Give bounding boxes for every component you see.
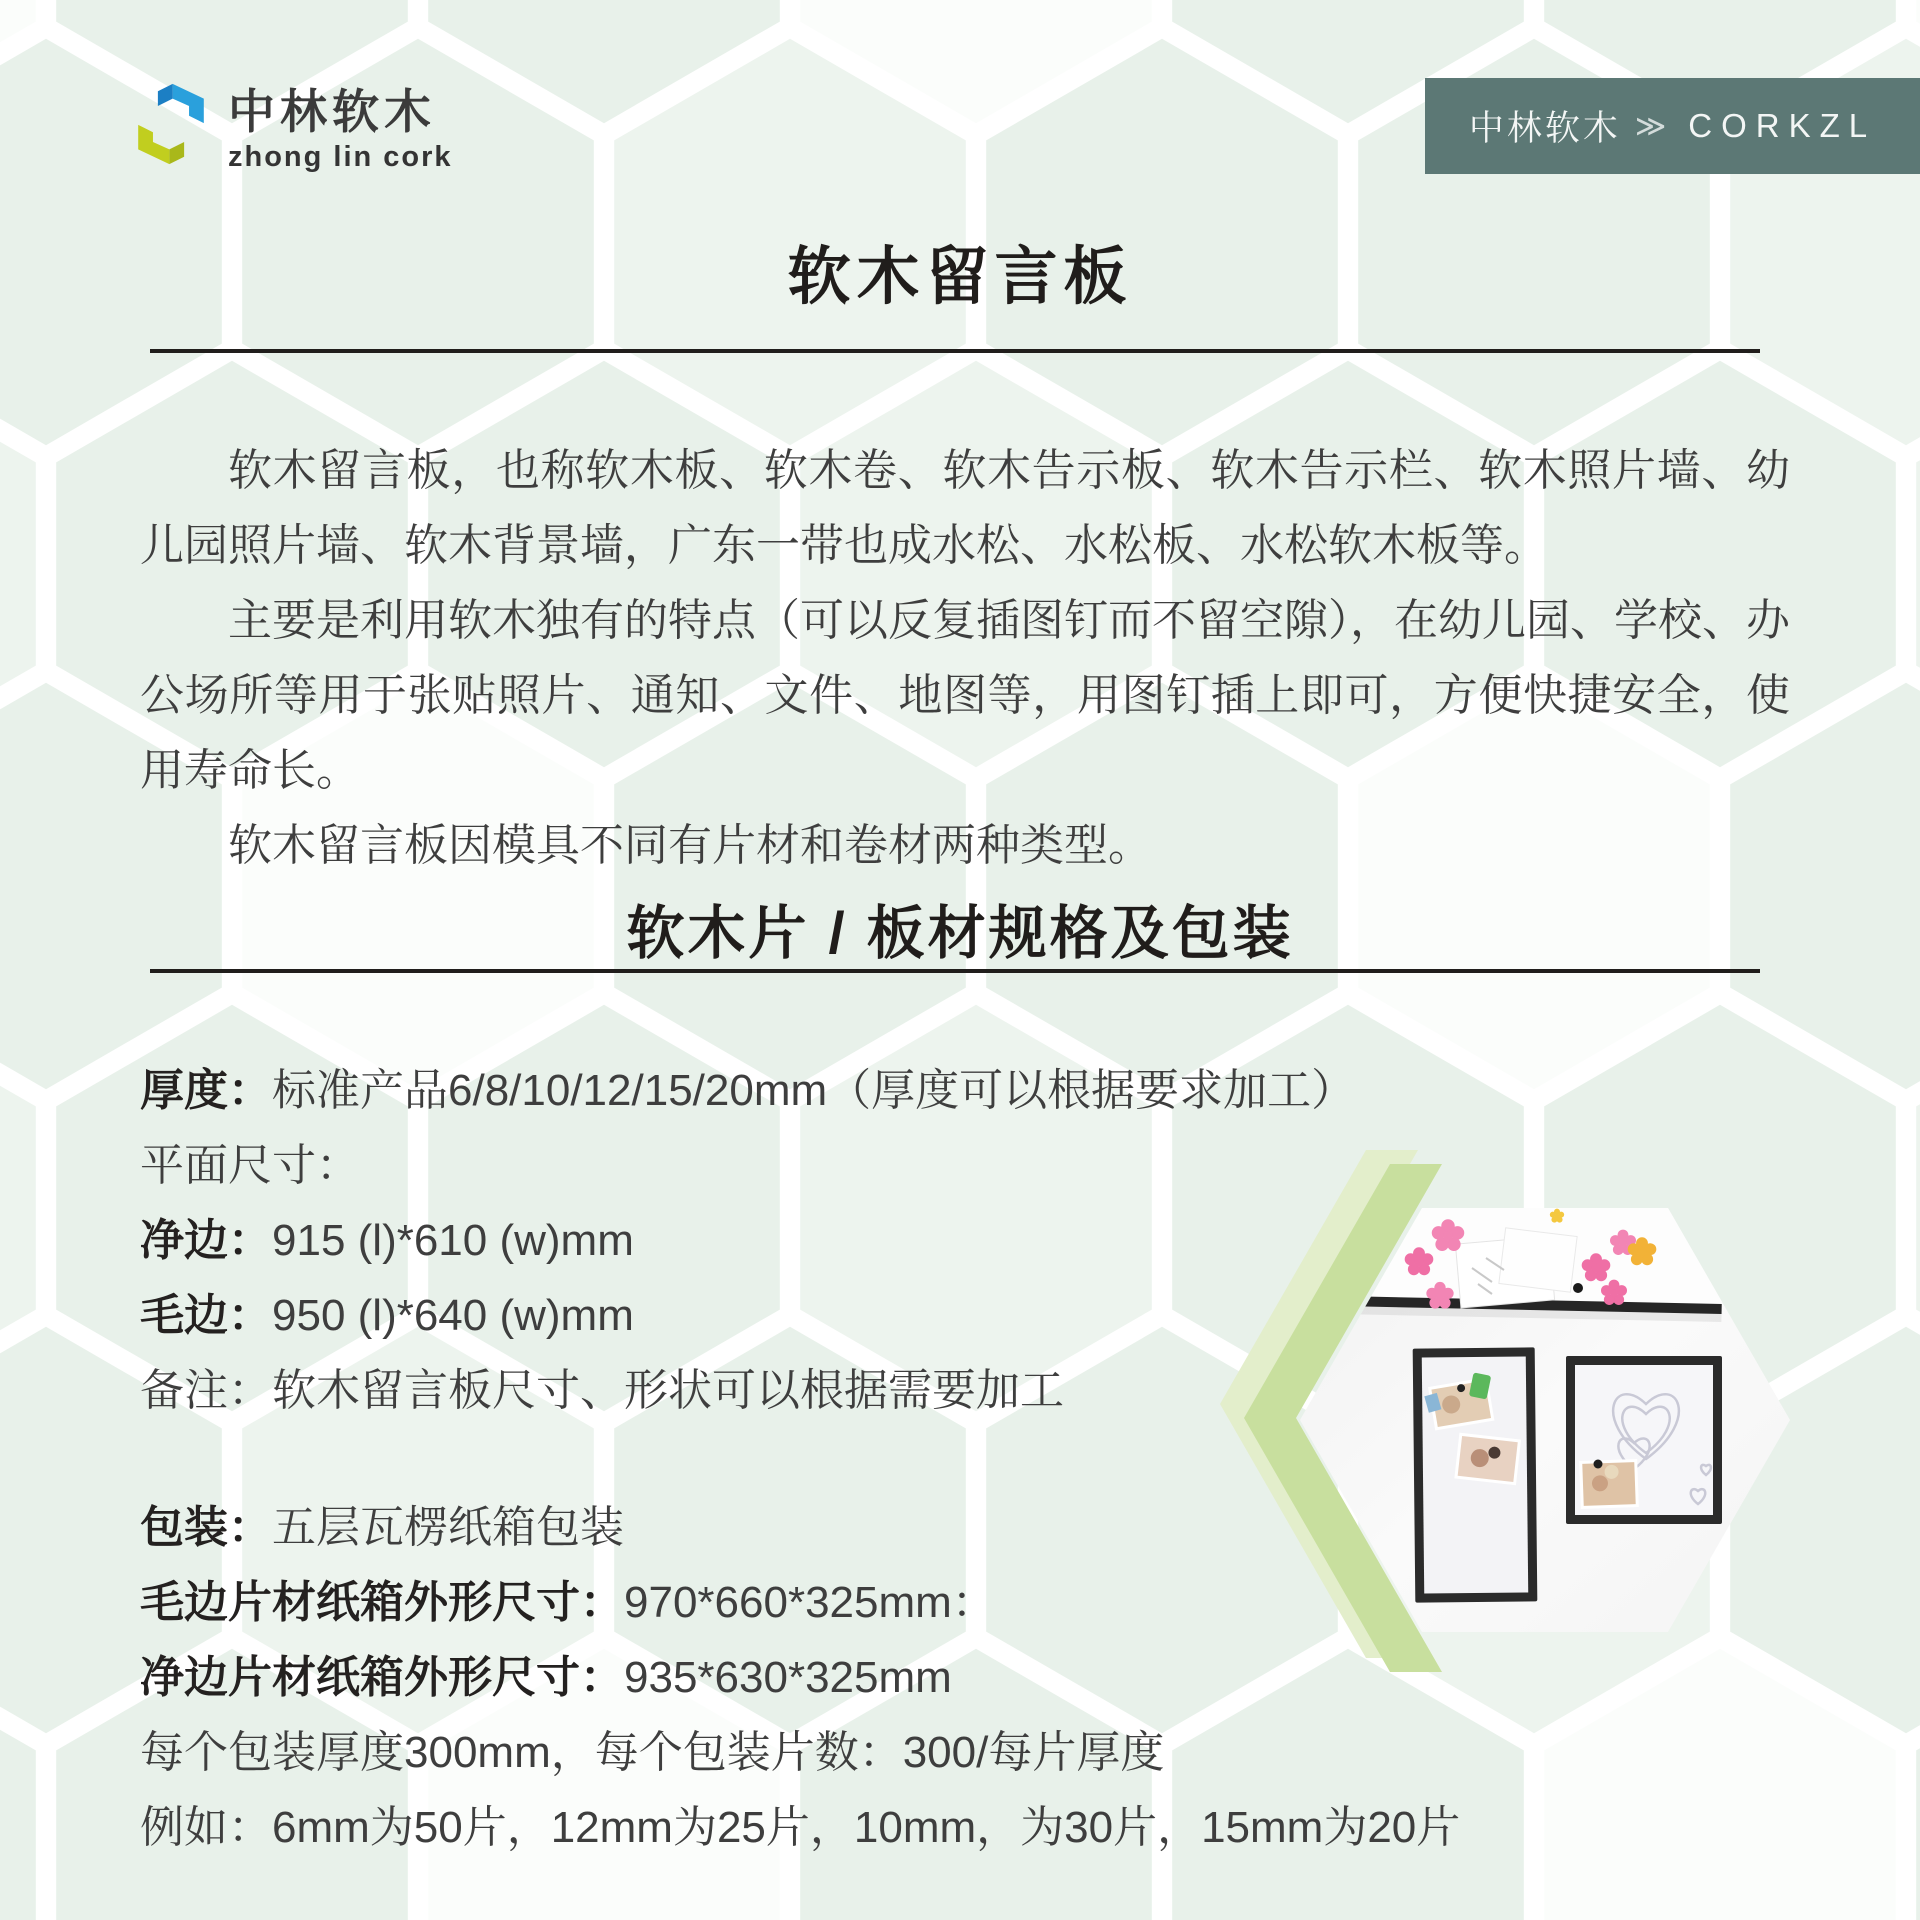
paragraph: 软木留言板，也称软木板、软木卷、软木告示板、软木告示栏、软木照片墙、幼儿园照片墙、软木背景墙，广东一带也成水松、水松板、水松软木板等。 bbox=[140, 446, 1790, 570]
spec-value: 备注：软木留言板尺寸、形状可以根据需要加工 bbox=[140, 1366, 1064, 1415]
spec-value: 915 (l)*610 (w)mm bbox=[272, 1216, 634, 1265]
spec-line-flat-size bbox=[140, 1128, 1680, 1203]
paragraph: 软木留言板因模具不同有片材和卷材两种类型。 bbox=[228, 821, 1152, 870]
section2-title: 软木片 / 板材规格及包装 bbox=[626, 901, 1294, 966]
spec-label: 净边： bbox=[140, 1216, 272, 1265]
spec-value: 五层瓦楞纸箱包装 bbox=[272, 1503, 624, 1552]
section1-title: 软木留言板 bbox=[787, 242, 1133, 312]
spec-line-thickness bbox=[140, 1053, 1680, 1128]
spec-value: 950 (l)*640 (w)mm bbox=[272, 1291, 634, 1340]
spec-list bbox=[140, 1053, 1680, 1865]
spec-value: 例如：6mm为50片，12mm为25片，10mm，为30片，15mm为20片 bbox=[140, 1803, 1461, 1852]
badge-code: CORKZL bbox=[1688, 107, 1877, 144]
spec-label: 净边片材纸箱外形尺寸： bbox=[140, 1653, 624, 1702]
spec-line-packing bbox=[140, 1490, 1680, 1565]
section2-underline bbox=[150, 969, 1760, 973]
spec-value: 平面尺寸： bbox=[140, 1141, 360, 1190]
logo-text bbox=[228, 74, 453, 174]
logo bbox=[130, 74, 453, 174]
spec-label: 包装： bbox=[140, 1503, 272, 1552]
spec-value: 每个包装厚度300mm，每个包装片数：300/每片厚度 bbox=[140, 1728, 1165, 1777]
brand-name: 中林软木 bbox=[228, 85, 436, 138]
spec-value: 935*630*325mm bbox=[624, 1653, 952, 1702]
header-badge bbox=[1425, 78, 1920, 174]
spec-line-raw-edge bbox=[140, 1278, 1680, 1353]
spec-value: 标准产品6/8/10/12/15/20mm（厚度可以根据要求加工） bbox=[272, 1066, 1356, 1115]
spec-label: 厚度： bbox=[140, 1066, 272, 1115]
spec-line-pack-thickness bbox=[140, 1715, 1680, 1790]
paragraph: 主要是利用软木独有的特点（可以反复插图钉而不留空隙），在幼儿园、学校、办公场所等用于张贴照片、通知、文件、地图等，用图钉插上即可，方便快捷安全，使用寿命长。 bbox=[140, 596, 1790, 795]
double-chevron-icon: ≫ bbox=[1634, 109, 1663, 143]
section1-body bbox=[140, 433, 1790, 883]
spec-line-note bbox=[140, 1353, 1680, 1428]
section1-underline bbox=[150, 349, 1760, 353]
spec-spacer bbox=[140, 1428, 1680, 1490]
spec-line-net-carton bbox=[140, 1640, 1680, 1715]
spec-line-raw-carton bbox=[140, 1565, 1680, 1640]
spec-line-example bbox=[140, 1790, 1680, 1865]
brand-subtitle: zhong lin cork bbox=[228, 141, 453, 173]
spec-label: 毛边： bbox=[140, 1291, 272, 1340]
spec-line-net-edge bbox=[140, 1203, 1680, 1278]
spec-label: 毛边片材纸箱外形尺寸： bbox=[140, 1578, 624, 1627]
badge-brand: 中林软木 bbox=[1468, 109, 1621, 148]
logo-mark-icon bbox=[130, 74, 212, 174]
spec-value: 970*660*325mm： bbox=[624, 1578, 996, 1627]
